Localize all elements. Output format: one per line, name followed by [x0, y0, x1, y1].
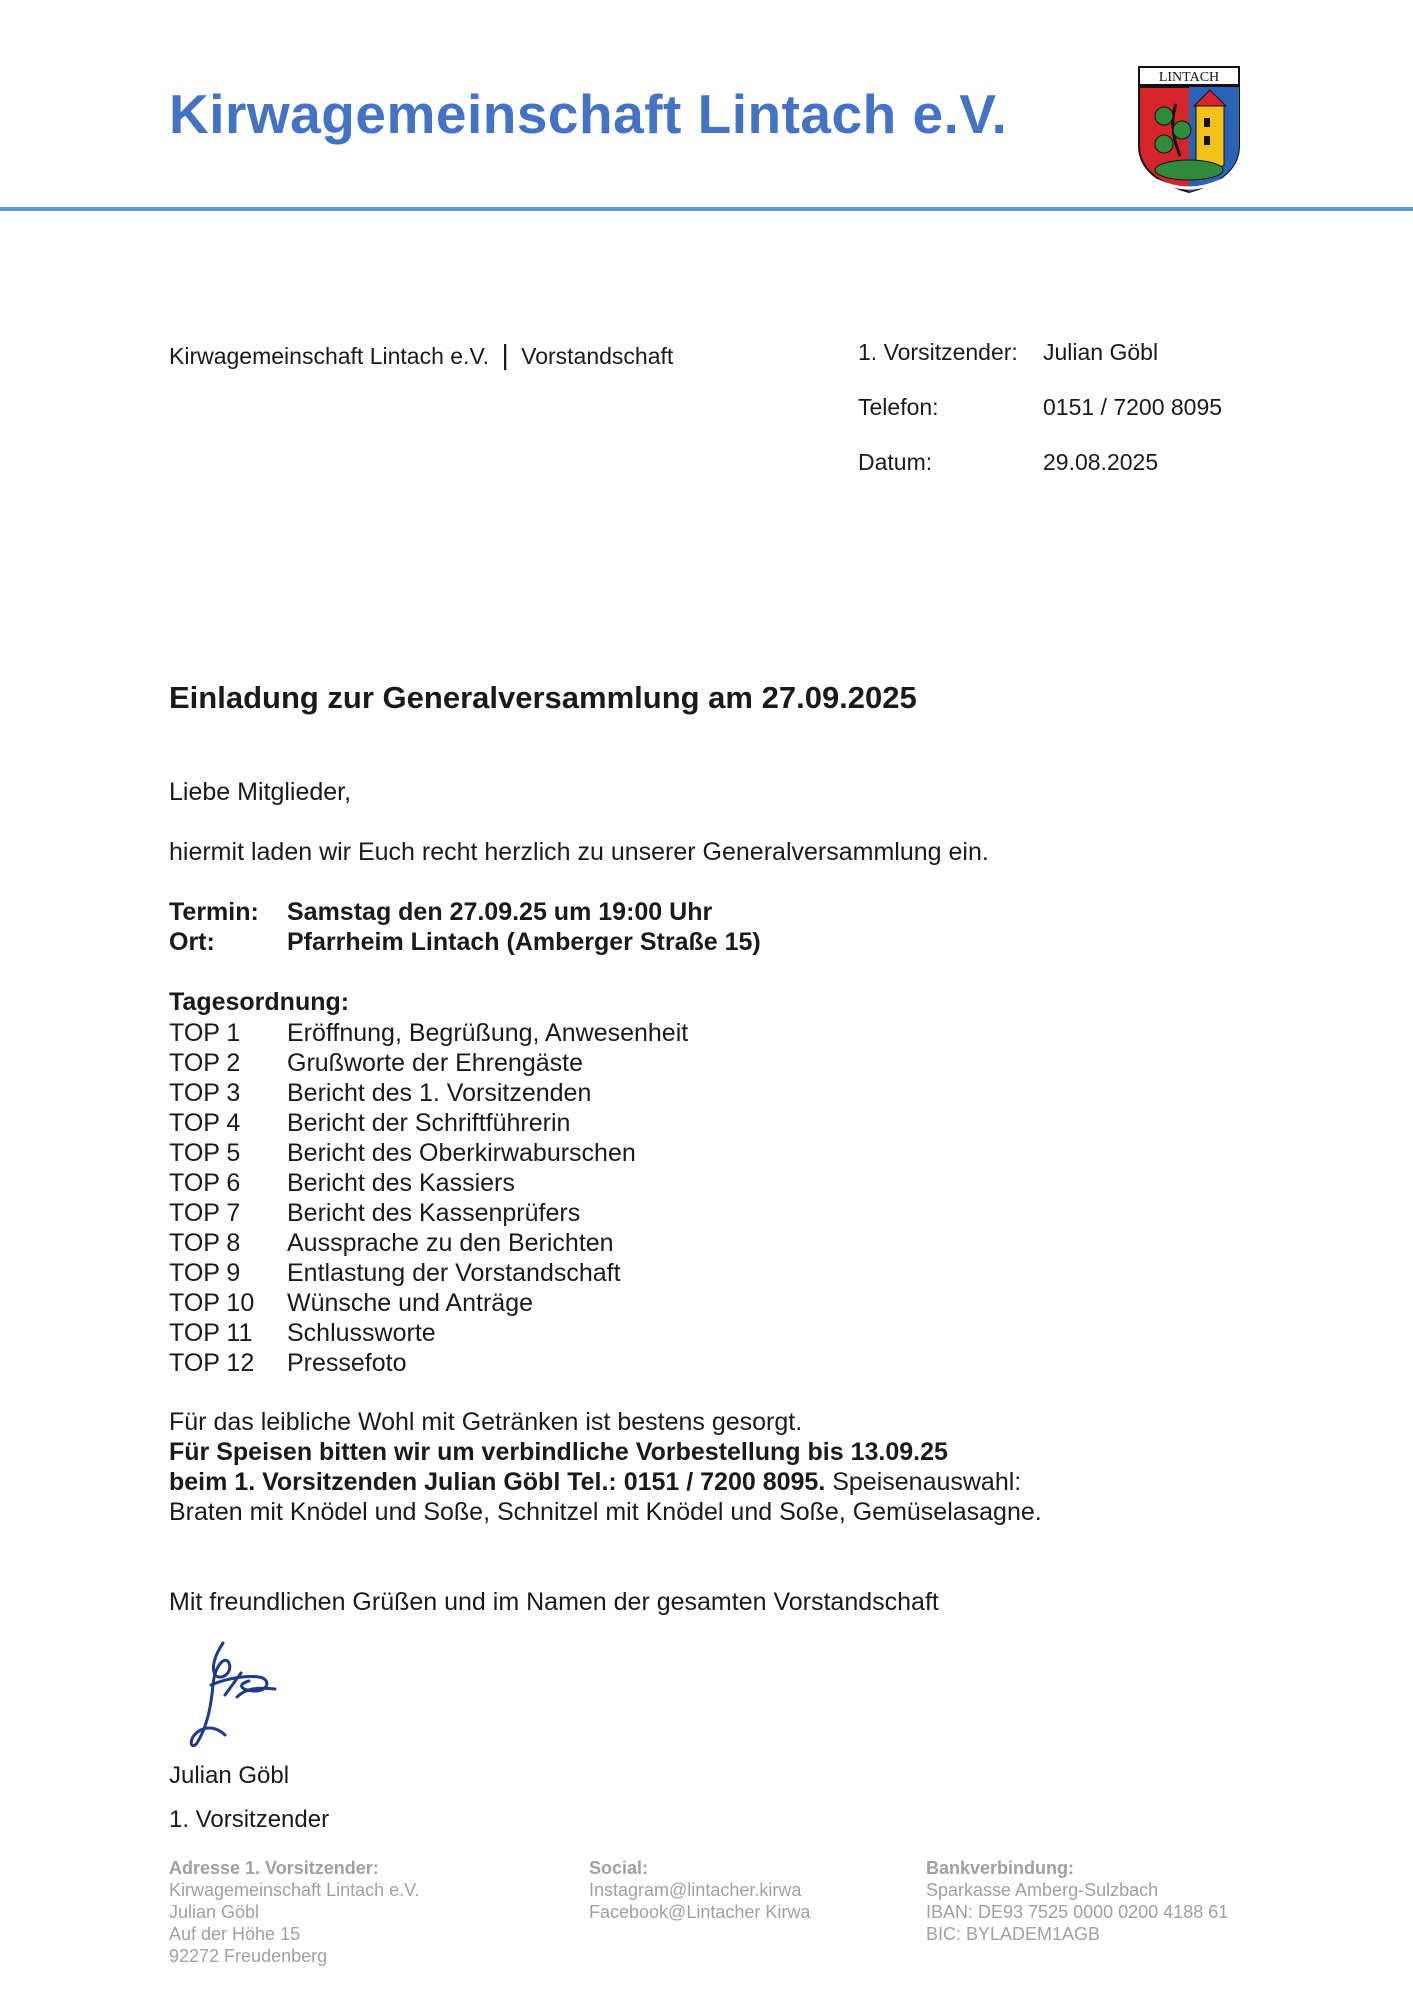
- svg-text:LINTACH: LINTACH: [1158, 70, 1220, 85]
- agenda-item-text: Entlastung der Vorstandschaft: [287, 1259, 621, 1287]
- termin-row: [169, 898, 1069, 928]
- footer-instagram: Instagram@lintacher.kirwa: [589, 1880, 802, 1900]
- greeting: Liebe Mitglieder,: [169, 778, 352, 806]
- agenda-item-number: TOP 3: [169, 1079, 241, 1107]
- info-row-phone: [0, 394, 1413, 424]
- food-line-2: Für Speisen bitten wir um verbindliche Vorbestellung bis 13.09.25: [169, 1438, 948, 1466]
- info-label: Datum:: [858, 449, 933, 475]
- handwritten-signature: [185, 1635, 285, 1755]
- footer-bank-heading: Bankverbindung:: [926, 1858, 1075, 1878]
- agenda-item-text: Aussprache zu den Berichten: [287, 1229, 614, 1257]
- info-value: 0151 / 7200 8095: [1043, 394, 1223, 420]
- sender-separator: |: [501, 339, 509, 370]
- ort-label: Ort:: [169, 928, 215, 956]
- letter-subject: Einladung zur Generalversammlung am 27.09.2025: [169, 680, 917, 715]
- lintach-coat-of-arms-logo: [1138, 66, 1240, 194]
- footer-address-heading: Adresse 1. Vorsitzender:: [169, 1858, 379, 1878]
- intro-text: hiermit laden wir Euch recht herzlich zu unserer Generalversammlung ein.: [169, 838, 989, 866]
- agenda-item-number: TOP 10: [169, 1289, 255, 1317]
- agenda-item-number: TOP 2: [169, 1049, 241, 1077]
- food-menu-label: Speisenauswahl:: [825, 1468, 1022, 1496]
- footer-bank: [926, 1857, 1228, 1945]
- agenda-item-text: Wünsche und Anträge: [287, 1289, 533, 1317]
- footer-bank-name: Sparkasse Amberg-Sulzbach: [926, 1880, 1159, 1900]
- food-line-1: Für das leibliche Wohl mit Getränken ist bestens gesorgt.: [169, 1408, 803, 1436]
- footer-address-line: Kirwagemeinschaft Lintach e.V.: [169, 1880, 420, 1900]
- footer-address: [169, 1857, 419, 1967]
- footer-social-heading: Social:: [589, 1858, 649, 1878]
- termin-label: Termin:: [169, 898, 259, 926]
- footer-facebook: Facebook@Lintacher Kirwa: [589, 1902, 811, 1922]
- closing-text: Mit freundlichen Grüßen und im Namen der gesamten Vorstandschaft: [169, 1588, 939, 1616]
- agenda-item-number: TOP 11: [169, 1319, 253, 1347]
- signatory-role: 1. Vorsitzender: [169, 1806, 330, 1833]
- info-value: Julian Göbl: [1043, 339, 1159, 365]
- header-divider: [0, 207, 1413, 211]
- agenda-item-number: TOP 12: [169, 1349, 255, 1377]
- info-row-date: [0, 449, 1413, 479]
- ort-value: Pfarrheim Lintach (Amberger Straße 15): [287, 928, 761, 956]
- footer-bic: BIC: BYLADEM1AGB: [926, 1924, 1101, 1944]
- agenda-item-number: TOP 7: [169, 1199, 241, 1227]
- footer-iban: IBAN: DE93 7525 0000 0200 4188 61: [926, 1902, 1229, 1922]
- agenda-item-text: Eröffnung, Begrüßung, Anwesenheit: [287, 1019, 689, 1047]
- info-label: 1. Vorsitzender:: [858, 339, 1018, 365]
- agenda-item-number: TOP 6: [169, 1169, 241, 1197]
- agenda-heading: Tagesordnung:: [169, 988, 350, 1016]
- info-value: 29.08.2025: [1043, 449, 1159, 475]
- agenda-item-text: Pressefoto: [287, 1349, 407, 1377]
- agenda-item-text: Bericht der Schriftführerin: [287, 1109, 571, 1137]
- agenda-item-text: Bericht des Oberkirwaburschen: [287, 1139, 636, 1167]
- letterhead-title: Kirwagemeinschaft Lintach e.V.: [169, 83, 1008, 145]
- footer-address-line: 92272 Freudenberg: [169, 1946, 328, 1966]
- agenda-item-text: Bericht des Kassiers: [287, 1169, 515, 1197]
- signatory-name: Julian Göbl: [169, 1762, 290, 1789]
- agenda-item-text: Bericht des Kassenprüfers: [287, 1199, 581, 1227]
- agenda-item-number: TOP 1: [169, 1019, 241, 1047]
- info-label: Telefon:: [858, 394, 939, 420]
- agenda-item-number: TOP 8: [169, 1229, 241, 1257]
- food-line-4: Braten mit Knödel und Soße, Schnitzel mit Knödel und Soße, Gemüselasagne.: [169, 1498, 1042, 1526]
- footer-address-line: Auf der Höhe 15: [169, 1924, 301, 1944]
- termin-value: Samstag den 27.09.25 um 19:00 Uhr: [287, 898, 713, 926]
- ort-row: [169, 928, 1069, 958]
- food-line-3: [169, 1468, 1021, 1497]
- sender-org: Kirwagemeinschaft Lintach e.V.: [169, 343, 490, 369]
- info-row-chair: [0, 339, 1413, 369]
- agenda-item-number: TOP 5: [169, 1139, 241, 1167]
- food-order-contact: beim 1. Vorsitzenden Julian Göbl Tel.: 0151 / 7200 8095.: [169, 1468, 826, 1496]
- agenda-item-text: Schlussworte: [287, 1319, 436, 1347]
- agenda-item-text: Grußworte der Ehrengäste: [287, 1049, 583, 1077]
- sender-dept: Vorstandschaft: [521, 343, 674, 369]
- footer-address-line: Julian Göbl: [169, 1902, 260, 1922]
- footer-social: [589, 1857, 810, 1923]
- agenda-item-number: TOP 4: [169, 1109, 241, 1137]
- agenda-item-text: Bericht des 1. Vorsitzenden: [287, 1079, 592, 1107]
- agenda-item-number: TOP 9: [169, 1259, 241, 1287]
